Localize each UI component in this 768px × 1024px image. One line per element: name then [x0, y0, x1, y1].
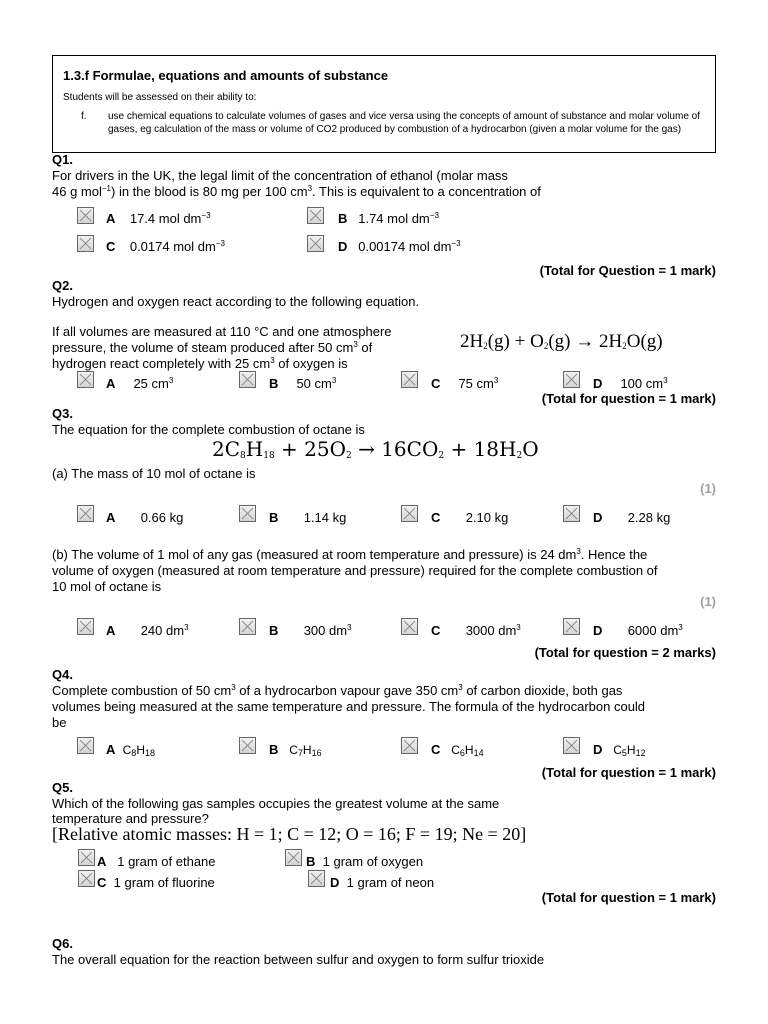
- q1-option-b-checkbox[interactable]: [307, 207, 324, 224]
- cross-icon: [240, 738, 255, 753]
- objective-intro: Students will be assessed on their ability to:: [63, 92, 257, 103]
- q1-option-c-checkbox[interactable]: [77, 235, 94, 252]
- q1-option-d-checkbox[interactable]: [307, 235, 324, 252]
- cross-icon: [564, 619, 579, 634]
- q1-line2: 46 g mol$^{-1}$) in the blood is 80 mg per 100 $cm^3$. This is equivalent to a concentration of: [52, 184, 541, 199]
- cross-icon: [286, 850, 301, 865]
- cross-icon: [240, 619, 255, 634]
- q2-equation: $2H_2(g) + O_2(g) \to 2H_2O(g)$: [460, 331, 663, 352]
- q5-option-c: C 1 gram of fluorine: [97, 875, 215, 890]
- q1-label: Q1.: [52, 152, 73, 167]
- q2-label: Q2.: [52, 278, 73, 293]
- q3a-option-d-checkbox[interactable]: [563, 505, 580, 522]
- q2-option-b-checkbox[interactable]: [239, 371, 256, 388]
- cross-icon: [564, 506, 579, 521]
- cross-icon: [308, 208, 323, 223]
- q3-part-b-line3: 10 mol of octane is: [52, 579, 162, 594]
- q5-option-b-checkbox[interactable]: [285, 849, 302, 866]
- q4-option-c-checkbox[interactable]: [401, 737, 418, 754]
- q4-option-a: A $C_8H_{18}$: [106, 742, 155, 758]
- q4-option-a-checkbox[interactable]: [77, 737, 94, 754]
- q3a-option-c: C 2.10 kg: [431, 510, 509, 525]
- cross-icon: [402, 738, 417, 753]
- q2-option-c-checkbox[interactable]: [401, 371, 418, 388]
- cross-icon: [240, 372, 255, 387]
- cross-icon: [79, 850, 94, 865]
- q1-option-d: D 0.00174 mol $dm^{-3}$: [338, 239, 461, 254]
- q2-total: (Total for question = 1 mark): [541, 391, 716, 406]
- cross-icon: [564, 738, 579, 753]
- q3b-option-d: D 6000 $dm^3$: [593, 623, 683, 638]
- q5-option-b: B 1 gram of oxygen: [306, 854, 424, 869]
- q3-part-b-mark: (1): [700, 594, 716, 609]
- q5-option-a: A 1 gram of ethane: [97, 854, 216, 869]
- cross-icon: [402, 372, 417, 387]
- cross-icon: [78, 738, 93, 753]
- q6-line1: The overall equation for the reaction between sulfur and oxygen to form sulfur trioxide: [52, 952, 545, 967]
- q3b-option-b: B 300 $dm^3$: [269, 623, 352, 638]
- q5-total: (Total for question = 1 mark): [541, 890, 716, 905]
- q3-label: Q3.: [52, 406, 73, 421]
- q4-line1: Complete combustion of 50 $cm^3$ of a hydrocarbon vapour gave 350 $cm^3$ of carbon dioxide, both gas: [52, 683, 623, 698]
- section-title: 1.3.f Formulae, equations and amounts of substance: [63, 68, 389, 83]
- q5-option-a-checkbox[interactable]: [78, 849, 95, 866]
- objective-box: [52, 55, 716, 153]
- q1-option-a: A 17.4 mol $dm^{-3}$: [106, 211, 211, 226]
- q5-label: Q5.: [52, 780, 73, 795]
- q1-total: (Total for Question = 1 mark): [539, 263, 716, 278]
- q2-option-d-checkbox[interactable]: [563, 371, 580, 388]
- q3b-option-d-checkbox[interactable]: [563, 618, 580, 635]
- q5-atomic-masses: [Relative atomic masses: H = 1; C = 12; O = 16; F = 19; Ne = 20]: [52, 824, 527, 844]
- q2-option-b: B 50 $cm^3$: [269, 376, 337, 391]
- q5-line1: Which of the following gas samples occupies the greatest volume at the same: [52, 796, 500, 811]
- q2-option-a-checkbox[interactable]: [77, 371, 94, 388]
- q4-option-d-checkbox[interactable]: [563, 737, 580, 754]
- q3-part-b-line1: (b) The volume of 1 mol of any gas (measured at room temperature and pressure) is 24 $dm^3$. Hence the: [52, 547, 648, 562]
- q2-option-a: A 25 $cm^3$: [106, 376, 174, 391]
- q2-line1: Hydrogen and oxygen react according to the following equation.: [52, 294, 420, 309]
- cross-icon: [564, 372, 579, 387]
- q5-line2: temperature and pressure?: [52, 811, 209, 826]
- q3-equation: $2C_8H_{18} + 25O_2 \to 16CO_2 + 18H_2O$: [212, 437, 539, 461]
- cross-icon: [309, 871, 324, 886]
- q2-para-line1: If all volumes are measured at 110 °C and one atmosphere: [52, 324, 392, 339]
- q1-option-b: B 1.74 mol $dm^{-3}$: [338, 211, 439, 226]
- cross-icon: [240, 506, 255, 521]
- q5-option-d: D 1 gram of neon: [330, 875, 435, 890]
- q3-part-b-line2: volume of oxygen (measured at room temperature and pressure) required for the complete combustion of: [52, 563, 658, 578]
- q4-option-c: C $C_6H_{14}$: [431, 742, 484, 758]
- q6-label: Q6.: [52, 936, 73, 951]
- q4-line3: be: [52, 715, 67, 730]
- q4-option-b: B $C_7H_{16}$: [269, 742, 322, 758]
- cross-icon: [78, 236, 93, 251]
- q1-line1: For drivers in the UK, the legal limit of the concentration of ethanol (molar mass: [52, 168, 508, 183]
- q3a-option-a-checkbox[interactable]: [77, 505, 94, 522]
- q2-option-d: D 100 $cm^3$: [593, 376, 668, 391]
- q5-option-c-checkbox[interactable]: [78, 870, 95, 887]
- cross-icon: [78, 619, 93, 634]
- cross-icon: [402, 619, 417, 634]
- q4-option-d: D $C_5H_{12}$: [593, 742, 646, 758]
- cross-icon: [78, 208, 93, 223]
- q4-total: (Total for question = 1 mark): [541, 765, 716, 780]
- objective-text: use chemical equations to calculate volumes of gases and vice versa using the concepts of amount of substance and molar volume of gases, eg calculation of the mass or volume of CO2 produced by combustion of a hydrocarbon (given a molar volume for the gas): [108, 111, 701, 135]
- q5-option-d-checkbox[interactable]: [308, 870, 325, 887]
- q3-total: (Total for question = 2 marks): [534, 645, 716, 660]
- cross-icon: [78, 506, 93, 521]
- q3-line1: The equation for the complete combustion of octane is: [52, 422, 365, 437]
- q3a-option-c-checkbox[interactable]: [401, 505, 418, 522]
- q3b-option-a: A 240 $dm^3$: [106, 623, 189, 638]
- cross-icon: [308, 236, 323, 251]
- q1-option-a-checkbox[interactable]: [77, 207, 94, 224]
- q3-part-a-mark: (1): [700, 481, 716, 496]
- cross-icon: [79, 871, 94, 886]
- q3b-option-c-checkbox[interactable]: [401, 618, 418, 635]
- q2-option-c: C 75 $cm^3$: [431, 376, 499, 391]
- q4-label: Q4.: [52, 667, 73, 682]
- q2-para-line3: hydrogen react completely with 25 $cm^3$ of oxygen is: [52, 356, 348, 371]
- q3a-option-d: D 2.28 kg: [593, 510, 671, 525]
- q3a-option-a: A 0.66 kg: [106, 510, 184, 525]
- q3a-option-b: B 1.14 kg: [269, 510, 347, 525]
- cross-icon: [402, 506, 417, 521]
- q2-para-line2: pressure, the volume of steam produced after 50 $cm^3$ of: [52, 340, 373, 355]
- q3-part-a: (a) The mass of 10 mol of octane is: [52, 466, 256, 481]
- q4-option-b-checkbox[interactable]: [239, 737, 256, 754]
- objective-letter: f.: [81, 111, 87, 122]
- cross-icon: [78, 372, 93, 387]
- q3b-option-a-checkbox[interactable]: [77, 618, 94, 635]
- q4-line2: volumes being measured at the same temperature and pressure. The formula of the hydrocarbon could: [52, 699, 646, 714]
- q3b-option-b-checkbox[interactable]: [239, 618, 256, 635]
- q3b-option-c: C 3000 $dm^3$: [431, 623, 521, 638]
- q3a-option-b-checkbox[interactable]: [239, 505, 256, 522]
- q1-option-c: C 0.0174 mol $dm^{-3}$: [106, 239, 225, 254]
